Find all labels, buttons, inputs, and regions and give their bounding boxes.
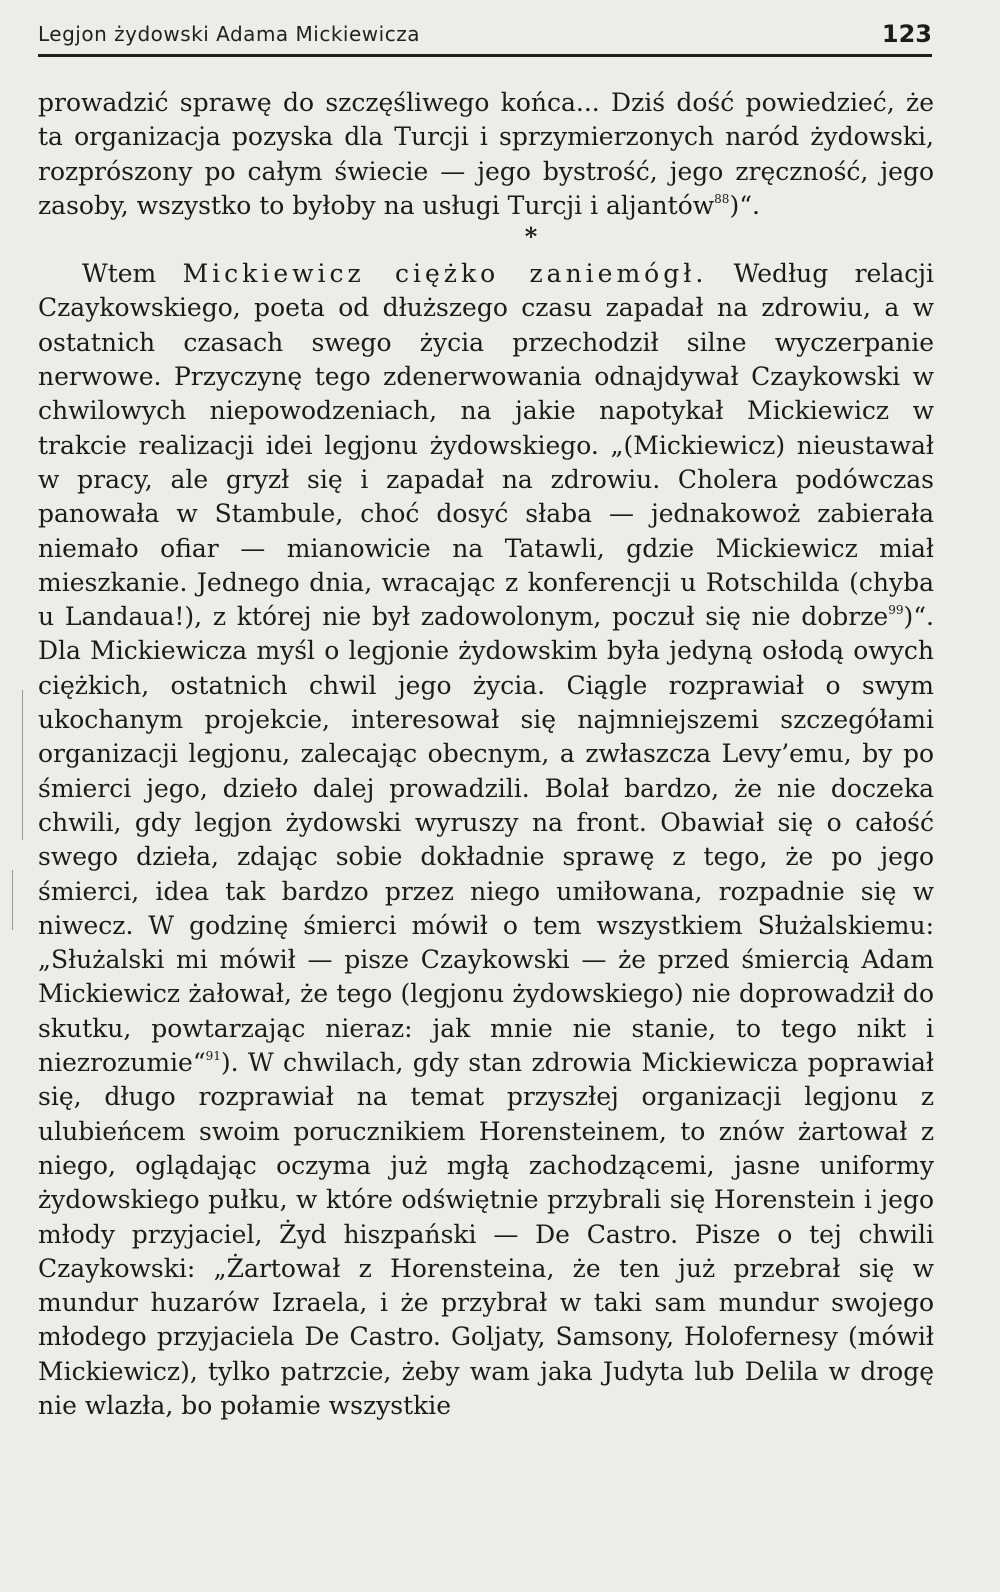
paragraph-main: [38, 257, 934, 1423]
paragraph-2-part-1: Według relacji Czaykowskiego, poeta od dłuższego czasu zapadał na zdrowiu, a w ostatnich czasach swego życia przechodził silne wyczerpanie nerwowe. Przyczynę tego zdenerwowania odnajdywał Czaykowski w chwilowych niepowodzeniach, na jakie napotykał Mickiewicz w trakcie realizacji idei legjonu żydowskiego. „(Mickiewicz) nieustawał w pracy, ale gryzł się i zapadał na zdrowiu. Cholera podówczas panowała w Stambule, choć dosyć słaba — jednakowoż zabierała niemało ofiar — mianowicie na Tatawli, gdzie Mickiewicz miał mieszkanie. Jednego dnia, wracając z konferencji u Rotschilda (chyba u Landaua!), z której nie był zadowolonym, poczuł się nie dobrze: [38, 259, 934, 632]
footnote-ref-91: 91: [205, 1049, 221, 1064]
body-text: [38, 86, 934, 1423]
paragraph-2-part-3: ). W chwilach, gdy stan zdrowia Mickiewicza poprawiał się, długo rozprawiał na temat przyszłej organizacji legjonu z ulubieńcem swoim porucznikiem Horensteinem, to znów żartował z niego, oglądając oczyma już mgłą zachodzącemi, jasne uniformy żydowskiego pułku, w które odświętnie przybrali się Horenstein i jego młody przyjaciel, Żyd hiszpański — De Castro. Pisze o tej chwili Czaykowski: „Żartował z Horensteina, że ten już przebrał się w mundur huzarów Izraela, i że przybrał w taki sam mundur swojego młodego przyjaciela De Castro. Goljaty, Samsony, Holofernesy (mówił Mickiewicz), tylko patrzcie, żeby wam jaka Judyta lub Delila w drogę nie wlazła, bo połamie wszystkie: [38, 1048, 934, 1420]
paragraph-1-closing: )“.: [729, 190, 760, 220]
page-number: 123: [881, 20, 932, 48]
header-rule: [38, 54, 932, 57]
running-head: Legjon żydowski Adama Mickiewicza: [38, 22, 420, 46]
paragraph-2-lead: Wtem: [82, 259, 157, 289]
footnote-ref-88: 88: [714, 191, 730, 206]
paragraph-2-part-2: )“. Dla Mickiewicza myśl o legjonie żydowskim była jedyną osłodą owych ciężkich, ostatnich chwil jego życia. Ciągle rozprawiał o swym ukochanym projekcie, interesował się najmniejszemi szczegółami organizacji legjonu, zalecając obecnym, a zwłaszcza Levy’emu, by po śmierci jego, dzieło dalej prowadzili. Bolał bardzo, że nie doczeka chwili, gdy legjon żydowski wyruszy na front. Obawiał się o całość swego dzieła, zdając sobie dokładnie sprawę z tego, że po jego śmierci, idea tak bardzo przez niego umiłowana, rozpadnie się w niwecz. W godzinę śmierci mówił o tem wszystkiem Służalskiemu: „Służalski mi mówił — pisze Czaykowski — że przed śmiercią Adam Mickiewicz żałował, że tego (legjonu żydowskiego) nie doprowadził do skutku, powtarzając nieraz: jak mnie nie stanie, to tego nikt i niezrozumie“: [38, 602, 934, 1078]
paragraph-1-text: prowadzić sprawę do szczęśliwego końca... Dziś dość powiedzieć, że ta organizacja pozyska dla Turcji i sprzymierzonych naród żydowski, rozprószony po całym świecie — jego bystrość, jego zręczność, jego zasoby, wszystko to byłoby na usługi Turcji i aljantów: [38, 88, 934, 220]
margin-pencil-mark: [22, 690, 23, 840]
margin-pencil-mark: [12, 870, 13, 930]
page-header: [38, 20, 932, 52]
spaced-emphasis: Mickiewicz ciężko zaniemógł.: [182, 259, 708, 289]
footnote-ref-99: 99: [888, 603, 904, 618]
section-separator: *: [524, 222, 538, 252]
paragraph-continuation: [38, 86, 934, 223]
